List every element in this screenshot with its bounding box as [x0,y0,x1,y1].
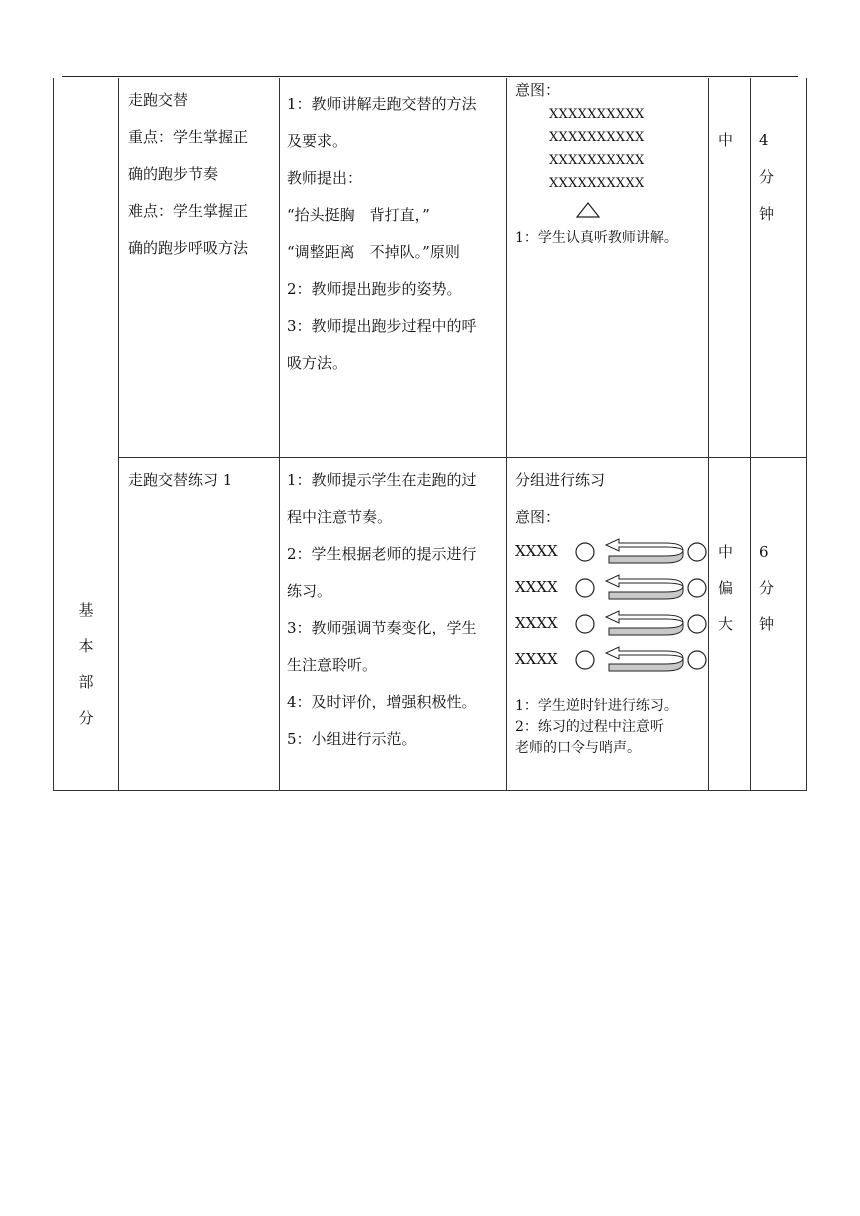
teacher-line: “抬头挺胸 背打直，” [287,206,430,224]
teacher-line: 生注意聆听。 [287,656,378,674]
time-char: 钟 [759,205,775,223]
teacher-line: 程中注意节奏。 [287,508,393,526]
intensity-char: 大 [718,615,734,633]
row2-content [128,462,232,499]
column-divider [506,78,507,791]
section-label-char: 本 [78,637,94,655]
time-char: 4 [759,131,769,149]
practice-loop-diagram [573,533,708,683]
student-note-line: 2：练习的过程中注意听 [515,719,664,735]
time-char: 钟 [759,615,775,633]
row1-intensity [718,122,733,159]
row-divider [118,457,806,458]
section-label-char: 部 [78,673,94,691]
intensity-char: 中 [718,543,734,561]
group-label: 分组进行练习 [515,471,606,489]
loop-arrow-icon [576,575,706,599]
section-label [76,592,96,736]
column-divider [279,78,280,791]
formation-row: XXXXXXXXXX [549,107,645,122]
teacher-line: 5：小组进行示范。 [287,730,417,748]
loop-arrow-icon [576,539,706,563]
group-label-xxxx: XXXX [515,542,558,560]
row1-diagram-title: 意图： [515,81,561,99]
student-note-line: 老师的口令与哨声。 [515,740,641,756]
row2-teacher-activity [287,462,477,758]
loop-arrow-icon [576,647,706,671]
formation-grid [549,103,645,195]
group-label-xxxx: XXXX [515,614,558,632]
student-note-line: 1：学生逆时针进行练习。 [515,698,678,714]
time-char: 分 [759,579,775,597]
row1-teacher-activity [287,86,477,382]
table-border-left [53,78,54,791]
lesson-plan-table [53,78,807,791]
time-char: 6 [759,543,769,561]
time-char: 分 [759,168,775,186]
formation-row: XXXXXXXXXX [549,176,645,191]
teacher-line: “调整距离 不掉队。”原则 [287,243,460,261]
teacher-line: 3：教师提出跑步过程中的呼 [287,317,477,335]
row2-intensity [718,534,733,642]
content-line: 走跑交替练习 1 [128,471,233,489]
table-border-right [806,78,807,791]
row1-time [759,122,774,233]
section-label-char: 分 [78,709,94,727]
loop-arrow-icon [576,611,706,635]
teacher-line: 教师提出： [287,169,363,187]
content-line: 走跑交替 [128,91,189,109]
content-line: 重点：学生掌握正 [128,128,249,146]
row2-student-notes [515,696,678,759]
intensity-char: 偏 [718,579,734,597]
column-divider [708,78,709,791]
triangle-icon [576,202,600,218]
teacher-line: 2：学生根据老师的提示进行 [287,545,477,563]
teacher-line: 4：及时评价，增强积极性。 [287,693,477,711]
formation-row: XXXXXXXXXX [549,130,645,145]
group-label-xxxx: XXXX [515,650,558,668]
formation-row: XXXXXXXXXX [549,153,645,168]
teacher-line: 吸方法。 [287,354,348,372]
content-line: 确的跑步节奏 [128,165,219,183]
column-divider [118,78,119,791]
row1-student-note: 1：学生认真听教师讲解。 [515,230,678,246]
group-label-xxxx: XXXX [515,578,558,596]
column-divider [750,78,751,791]
content-line: 确的跑步呼吸方法 [128,239,249,257]
teacher-line: 1：教师提示学生在走跑的过 [287,471,477,489]
diagram-title: 意图： [515,508,561,526]
teacher-line: 1：教师讲解走跑交替的方法 [287,95,477,113]
row2-time [759,534,774,642]
teacher-line: 练习。 [287,582,333,600]
row1-content [128,82,248,267]
table-border-bottom [53,790,807,791]
content-line: 难点：学生掌握正 [128,202,249,220]
row2-diagram-head [515,462,605,536]
teacher-line: 3：教师强调节奏变化，学生 [287,619,477,637]
teacher-line: 2：教师提出跑步的姿势。 [287,280,462,298]
teacher-line: 及要求。 [287,132,348,150]
header-rule [62,76,798,77]
section-label-char: 基 [78,601,94,619]
intensity-char: 中 [718,131,734,149]
